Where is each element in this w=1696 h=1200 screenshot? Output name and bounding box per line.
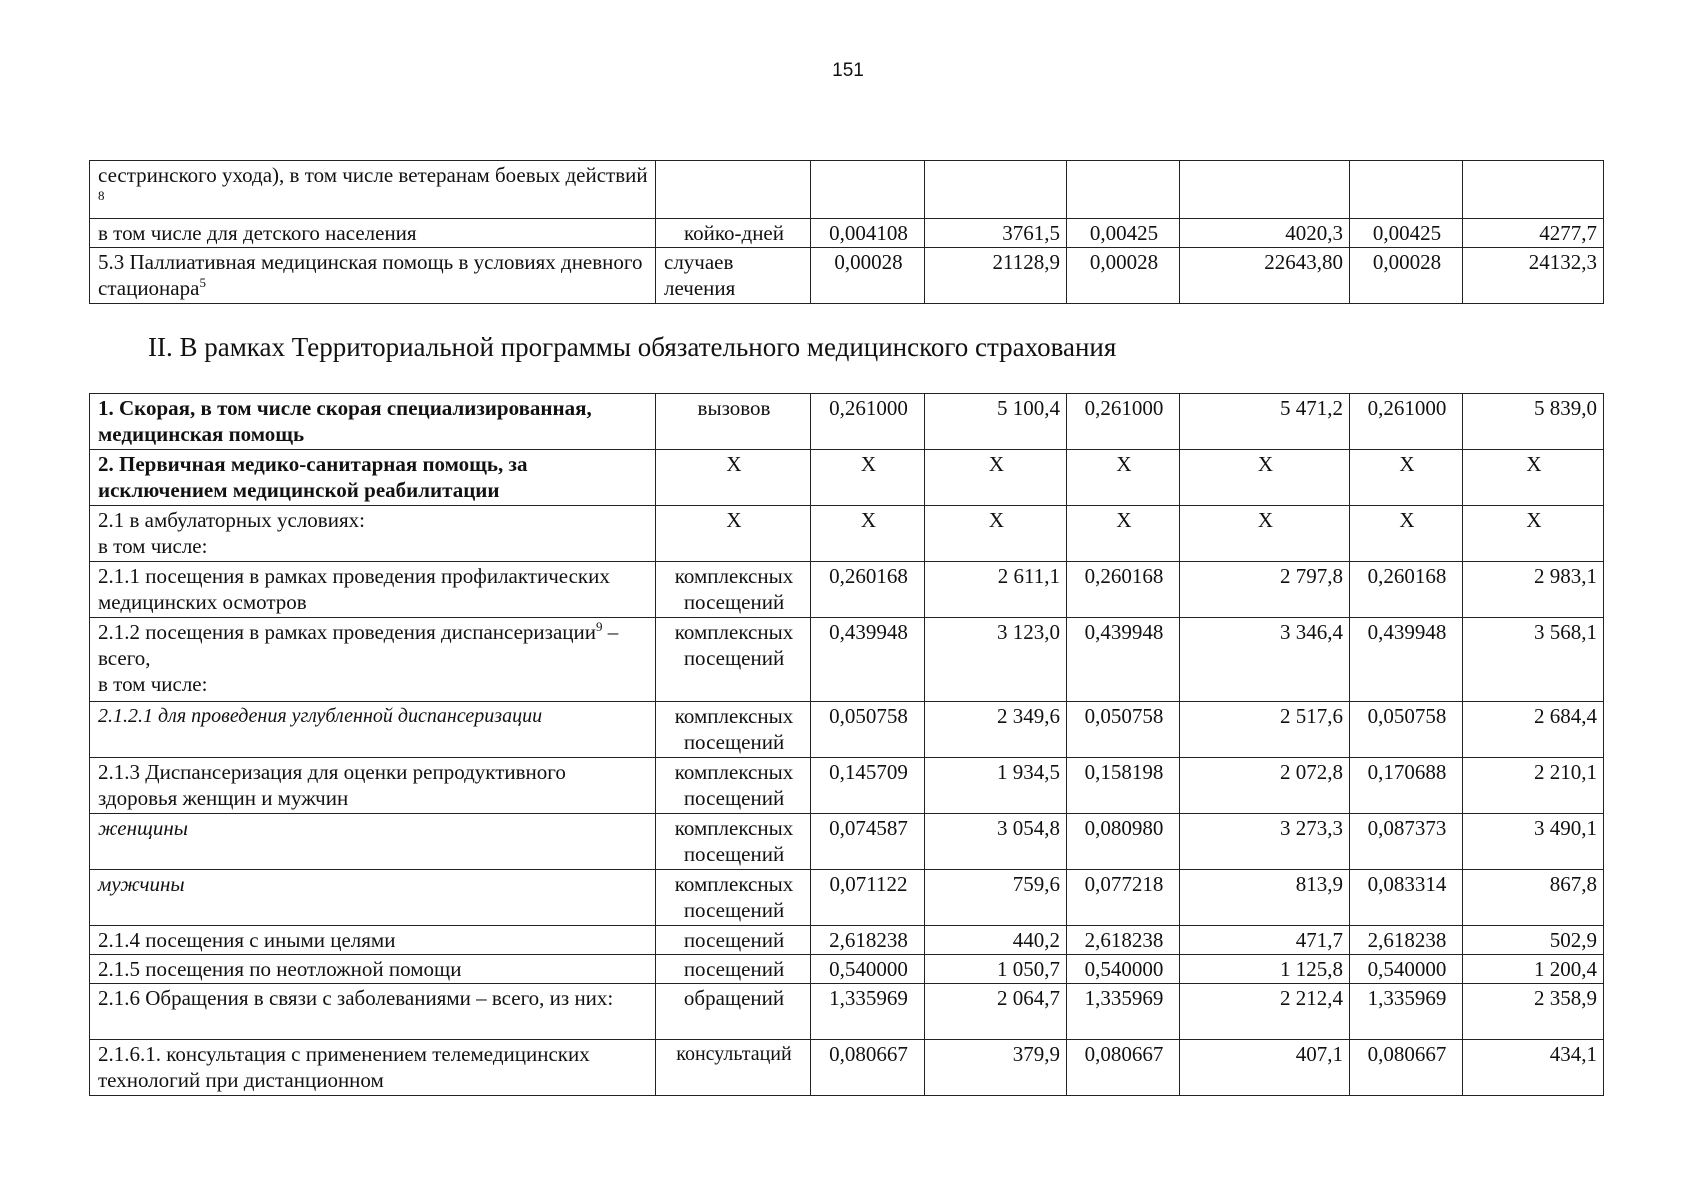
value-cell: 1 125,8 — [1180, 955, 1350, 984]
value-cell: 0,071122 — [811, 870, 925, 926]
value-cell: 3 273,3 — [1180, 814, 1350, 870]
value-cell: 471,7 — [1180, 926, 1350, 955]
value-cell: 2,618238 — [1067, 926, 1180, 955]
value-cell — [811, 161, 925, 219]
unit-cell: комплексных посещений — [656, 870, 811, 926]
value-cell: 2 517,6 — [1180, 702, 1350, 758]
table-row — [90, 161, 1604, 219]
value-cell: X — [811, 450, 925, 506]
unit-cell: комплексных посещений — [656, 618, 811, 702]
value-cell: 0,439948 — [1350, 618, 1463, 702]
value-cell: 0,050758 — [1067, 702, 1180, 758]
value-cell: 3 568,1 — [1463, 618, 1604, 702]
value-cell: 5 471,2 — [1180, 394, 1350, 450]
oms-table — [89, 393, 1604, 1096]
value-cell — [1067, 161, 1180, 219]
value-cell: 0,439948 — [1067, 618, 1180, 702]
value-cell: 0,080667 — [1067, 1040, 1180, 1096]
unit-cell: комплексных посещений — [656, 702, 811, 758]
page-number: 151 — [832, 60, 864, 81]
unit-cell: консультаций — [656, 1040, 811, 1096]
table-row — [90, 758, 1604, 814]
value-cell: 24132,3 — [1463, 248, 1604, 304]
value-cell: 0,00425 — [1067, 219, 1180, 248]
table-row — [90, 248, 1604, 304]
row-name-cell: 5.3 Паллиативная медицинская помощь в условиях дневного стационара$^5$ — [90, 248, 656, 304]
value-cell: 440,2 — [925, 926, 1067, 955]
value-cell: 3 490,1 — [1463, 814, 1604, 870]
value-cell: 759,6 — [925, 870, 1067, 926]
value-cell: 407,1 — [1180, 1040, 1350, 1096]
value-cell: 0,145709 — [811, 758, 925, 814]
section-title: II. В рамках Территориальной программы обязательного медицинского страхования — [148, 332, 1117, 362]
value-cell: 0,050758 — [811, 702, 925, 758]
row-name-cell: 2.1.4 посещения с иными целями — [90, 926, 656, 955]
value-cell: 0,00028 — [1067, 248, 1180, 304]
value-cell: 2 358,9 — [1463, 984, 1604, 1040]
table-row — [90, 450, 1604, 506]
row-name-cell: 2.1.2 посещения в рамках проведения диспансеризации$^9$ – всего, в том числе: — [90, 618, 656, 702]
value-cell: X — [925, 506, 1067, 562]
value-cell: X — [1463, 506, 1604, 562]
value-cell: 0,260168 — [1350, 562, 1463, 618]
value-cell: 0,077218 — [1067, 870, 1180, 926]
value-cell: X — [925, 450, 1067, 506]
value-cell: 2 983,1 — [1463, 562, 1604, 618]
table-row — [90, 702, 1604, 758]
unit-cell: обращений — [656, 984, 811, 1040]
value-cell: 1 200,4 — [1463, 955, 1604, 984]
value-cell: 0,087373 — [1350, 814, 1463, 870]
value-cell: 22643,80 — [1180, 248, 1350, 304]
value-cell: 0,260168 — [1067, 562, 1180, 618]
row-name-cell: сестринского ухода), в том числе ветеранам боевых действий $^8$ — [90, 161, 656, 219]
unit-cell: койко-дней — [656, 219, 811, 248]
row-name-cell: 2.1.3 Диспансеризация для оценки репродуктивного здоровья женщин и мужчин — [90, 758, 656, 814]
row-name-cell: 2.1.2.1 для проведения углубленной диспансеризации — [90, 702, 656, 758]
value-cell: 813,9 — [1180, 870, 1350, 926]
value-cell: 0,261000 — [811, 394, 925, 450]
value-cell: 1,335969 — [811, 984, 925, 1040]
value-cell: 0,083314 — [1350, 870, 1463, 926]
value-cell: 2 684,4 — [1463, 702, 1604, 758]
unit-cell: посещений — [656, 926, 811, 955]
value-cell: 0,261000 — [1350, 394, 1463, 450]
unit-cell: комплексных посещений — [656, 814, 811, 870]
row-name-cell: 2.1.5 посещения по неотложной помощи — [90, 955, 656, 984]
value-cell: 0,170688 — [1350, 758, 1463, 814]
value-cell: 0,00425 — [1350, 219, 1463, 248]
value-cell: 0,080980 — [1067, 814, 1180, 870]
value-cell: 0,260168 — [811, 562, 925, 618]
table-row — [90, 926, 1604, 955]
value-cell: 2 064,7 — [925, 984, 1067, 1040]
value-cell: 2 072,8 — [1180, 758, 1350, 814]
value-cell: 434,1 — [1463, 1040, 1604, 1096]
value-cell: 0,540000 — [811, 955, 925, 984]
value-cell: 5 839,0 — [1463, 394, 1604, 450]
value-cell: X — [1067, 506, 1180, 562]
value-cell: 502,9 — [1463, 926, 1604, 955]
value-cell: 21128,9 — [925, 248, 1067, 304]
continued-table — [89, 160, 1604, 304]
value-cell — [925, 161, 1067, 219]
row-name-cell: 2.1.1 посещения в рамках проведения профилактических медицинских осмотров — [90, 562, 656, 618]
value-cell: X — [1350, 506, 1463, 562]
row-name-cell: 2.1.6 Обращения в связи с заболеваниями – всего, из них: — [90, 984, 656, 1040]
row-name-cell: 2. Первичная медико-санитарная помощь, за исключением медицинской реабилитации — [90, 450, 656, 506]
value-cell: 1,335969 — [1350, 984, 1463, 1040]
table-row — [90, 618, 1604, 702]
value-cell: 4277,7 — [1463, 219, 1604, 248]
value-cell: 4020,3 — [1180, 219, 1350, 248]
unit-cell: случаев лечения — [656, 248, 811, 304]
value-cell: 1,335969 — [1067, 984, 1180, 1040]
value-cell: X — [811, 506, 925, 562]
value-cell: X — [1350, 450, 1463, 506]
value-cell — [1350, 161, 1463, 219]
value-cell: 0,00028 — [811, 248, 925, 304]
value-cell: 0,158198 — [1067, 758, 1180, 814]
table-row — [90, 219, 1604, 248]
value-cell: 379,9 — [925, 1040, 1067, 1096]
row-name-cell: 2.1.6.1. консультация с применением телемедицинских технологий при дистанционном — [90, 1040, 656, 1096]
row-name-cell: женщины — [90, 814, 656, 870]
value-cell: 0,540000 — [1350, 955, 1463, 984]
value-cell: X — [1180, 506, 1350, 562]
unit-cell: X — [656, 506, 811, 562]
table-row — [90, 506, 1604, 562]
value-cell: 3 346,4 — [1180, 618, 1350, 702]
value-cell: 0,261000 — [1067, 394, 1180, 450]
table-row — [90, 394, 1604, 450]
value-cell — [1180, 161, 1350, 219]
unit-cell: вызовов — [656, 394, 811, 450]
unit-cell: комплексных посещений — [656, 758, 811, 814]
value-cell: 0,004108 — [811, 219, 925, 248]
table-row — [90, 870, 1604, 926]
value-cell: 0,080667 — [811, 1040, 925, 1096]
value-cell: 2,618238 — [811, 926, 925, 955]
value-cell: 0,540000 — [1067, 955, 1180, 984]
unit-cell: комплексных посещений — [656, 562, 811, 618]
row-name-cell: мужчины — [90, 870, 656, 926]
unit-cell — [656, 161, 811, 219]
value-cell: 2 797,8 — [1180, 562, 1350, 618]
value-cell: 3 054,8 — [925, 814, 1067, 870]
row-name-cell: 2.1 в амбулаторных условиях: в том числе: — [90, 506, 656, 562]
value-cell: 0,00028 — [1350, 248, 1463, 304]
value-cell: 1 050,7 — [925, 955, 1067, 984]
unit-cell: X — [656, 450, 811, 506]
value-cell: 0,080667 — [1350, 1040, 1463, 1096]
value-cell — [1463, 161, 1604, 219]
table-row — [90, 955, 1604, 984]
value-cell: 0,050758 — [1350, 702, 1463, 758]
value-cell: 2,618238 — [1350, 926, 1463, 955]
value-cell: 2 212,4 — [1180, 984, 1350, 1040]
table-row — [90, 814, 1604, 870]
table-row — [90, 562, 1604, 618]
table-row — [90, 1040, 1604, 1096]
table-row — [90, 984, 1604, 1040]
value-cell: 2 611,1 — [925, 562, 1067, 618]
value-cell: X — [1067, 450, 1180, 506]
value-cell: 1 934,5 — [925, 758, 1067, 814]
value-cell: X — [1463, 450, 1604, 506]
value-cell: 3 123,0 — [925, 618, 1067, 702]
value-cell: 867,8 — [1463, 870, 1604, 926]
value-cell: X — [1180, 450, 1350, 506]
value-cell: 5 100,4 — [925, 394, 1067, 450]
row-name-cell: в том числе для детского населения — [90, 219, 656, 248]
value-cell: 2 210,1 — [1463, 758, 1604, 814]
value-cell: 0,074587 — [811, 814, 925, 870]
unit-cell: посещений — [656, 955, 811, 984]
value-cell: 0,439948 — [811, 618, 925, 702]
row-name-cell: 1. Скорая, в том числе скорая специализированная, медицинская помощь — [90, 394, 656, 450]
value-cell: 2 349,6 — [925, 702, 1067, 758]
value-cell: 3761,5 — [925, 219, 1067, 248]
